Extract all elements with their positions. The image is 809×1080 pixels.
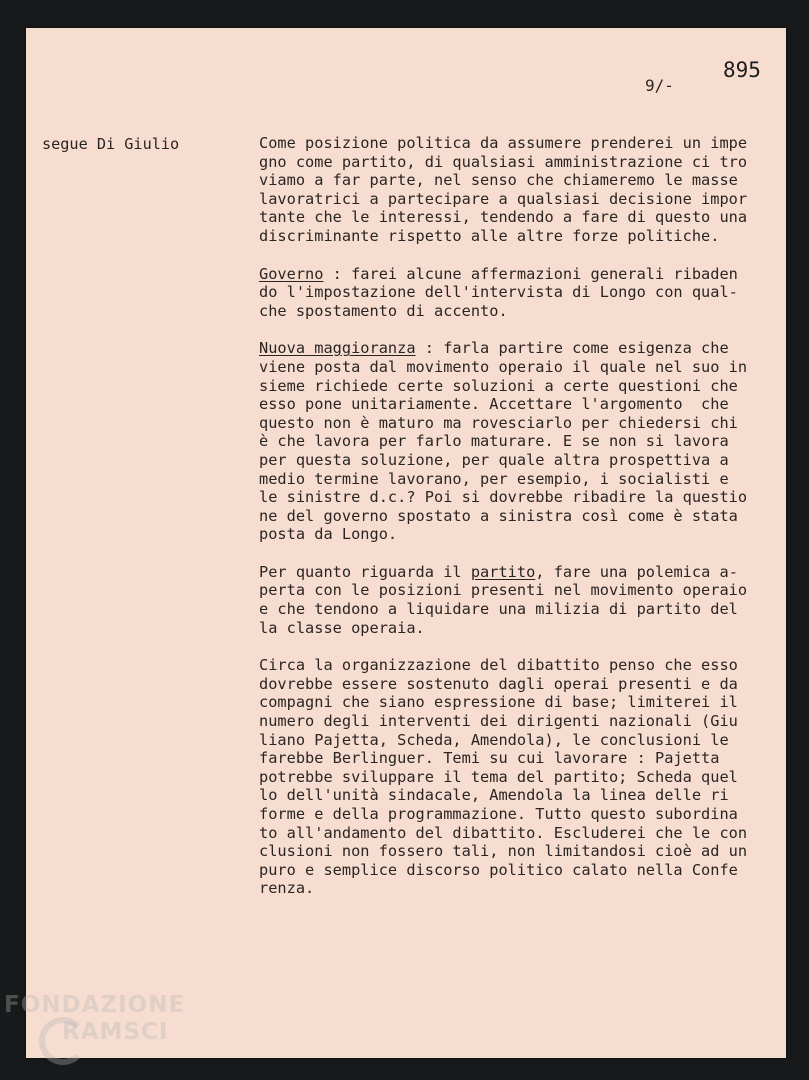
text-line [259, 227, 779, 246]
text-line [259, 731, 779, 750]
text-line [259, 563, 779, 582]
watermark-line-1: FONDAZIONE [4, 992, 186, 1018]
document-body [259, 134, 779, 917]
text-segment: medio termine lavorano, per esempio, i socialisti e [259, 469, 729, 488]
text-line [259, 656, 779, 675]
text-line [259, 208, 779, 227]
paragraph [259, 134, 779, 246]
text-line [259, 190, 779, 209]
paragraph [259, 339, 779, 544]
text-segment: per questa soluzione, per quale altra prospettiva a [259, 450, 729, 469]
text-segment: Circa la organizzazione del dibattito penso che esso [259, 656, 738, 675]
underlined-term: Governo [259, 264, 324, 283]
text-segment: dovrebbe essere sostenuto dagli operai presenti e da [259, 674, 738, 693]
text-segment: numero degli interventi dei dirigenti nazionali (Giu [259, 712, 738, 731]
text-line [259, 339, 779, 358]
text-line [259, 675, 779, 694]
text-segment: perta con le posizioni presenti nel movimento operaio [259, 581, 748, 600]
paragraph [259, 563, 779, 637]
text-line [259, 171, 779, 190]
text-line [259, 619, 779, 638]
text-segment: discriminante rispetto alle altre forze politiche. [259, 226, 720, 245]
text-segment: le sinistre d.c.? Poi si dovrebbe ribadire la questio [259, 488, 748, 507]
text-segment: forme e della programmazione. Tutto questo subordina [259, 805, 738, 823]
text-line [259, 525, 779, 544]
text-segment: sieme richiede certe soluzioni a certe questioni che [259, 376, 738, 395]
text-segment: viene posta dal movimento operaio il quale nel suo in [259, 357, 748, 376]
text-line [259, 842, 779, 861]
text-segment: lo dell'unità sindacale, Amendola la linea delle ri [259, 786, 729, 805]
text-line [259, 358, 779, 377]
text-line [259, 600, 779, 619]
text-line [259, 377, 779, 396]
page-number: 895 [723, 58, 761, 82]
text-segment: e che tendono a liquidare una milizia di partito del [259, 600, 738, 619]
paragraph [259, 656, 779, 898]
text-line [259, 153, 779, 172]
text-segment: compagni che siano espressione di base; limiterei il [259, 693, 738, 712]
text-line [259, 451, 779, 470]
text-segment: Per quanto riguarda il [259, 562, 471, 581]
text-line [259, 414, 779, 433]
text-line [259, 749, 779, 768]
underlined-term: Nuova maggioranza [259, 339, 416, 358]
text-segment: questo non è maturo ma rovesciarlo per chiedersi chi [259, 413, 738, 432]
text-segment: che spostamento di accento. [259, 301, 508, 320]
text-segment: la classe operaia. [259, 618, 425, 637]
text-segment: viamo a far parte, nel senso che chiameremo le masse [259, 171, 738, 190]
text-line [259, 786, 779, 805]
text-line [259, 805, 779, 824]
text-line [259, 395, 779, 414]
text-line [259, 712, 779, 731]
text-segment: Come posizione politica da assumere prenderei un impe [259, 134, 748, 152]
text-line [259, 768, 779, 787]
text-segment: puro e semplice discorso politico calato nella Confe [259, 860, 738, 879]
text-line [259, 134, 779, 153]
text-segment: ne del governo spostato a sinistra così come è stata [259, 506, 738, 525]
text-segment: : farei alcune affermazioni generali ribaden [323, 264, 738, 283]
watermark-line-2: RAMSCI [62, 1019, 169, 1045]
text-segment: clusioni non fossero tali, non limitandosi cioè ad un [259, 842, 748, 861]
speaker-label: segue Di Giulio [42, 135, 180, 153]
text-line [259, 283, 779, 302]
text-segment: posta da Longo. [259, 525, 398, 544]
text-line [259, 432, 779, 451]
text-segment: è che lavora per farlo maturare. E se non si lavora [259, 432, 729, 451]
text-segment: liano Pajetta, Scheda, Amendola), le conclusioni le [259, 730, 729, 749]
text-segment: renza. [259, 879, 315, 898]
text-line [259, 507, 779, 526]
text-line [259, 824, 779, 843]
text-line [259, 581, 779, 600]
underlined-term: partito [470, 562, 536, 581]
text-segment: farebbe Berlinguer. Temi su cui lavorare : Pajetta [259, 749, 720, 768]
text-line [259, 470, 779, 489]
text-line [259, 265, 779, 284]
text-segment: : farla partire come esigenza che [415, 339, 729, 358]
paragraph [259, 265, 779, 321]
text-line [259, 302, 779, 321]
text-segment: tante che le interessi, tendendo a fare di questo una [259, 208, 748, 227]
text-segment: lavoratrici a partecipare a qualsiasi decisione impor [259, 189, 748, 208]
document-page [26, 28, 786, 1058]
page-reference: 9/- [645, 76, 674, 95]
text-line [259, 861, 779, 880]
text-line [259, 488, 779, 507]
text-segment: , fare una polemica a- [535, 562, 738, 581]
text-segment: esso pone unitariamente. Accettare l'argomento che [259, 395, 729, 414]
text-segment: potrebbe sviluppare il tema del partito; Scheda quel [259, 767, 738, 786]
text-segment: gno come partito, di qualsiasi amministrazione ci tro [259, 152, 748, 171]
text-segment: do l'impostazione dell'intervista di Longo con qual- [259, 283, 738, 302]
text-segment: to all'andamento del dibattito. Escluderei che le con [259, 823, 748, 842]
text-line [259, 879, 779, 898]
text-line [259, 693, 779, 712]
